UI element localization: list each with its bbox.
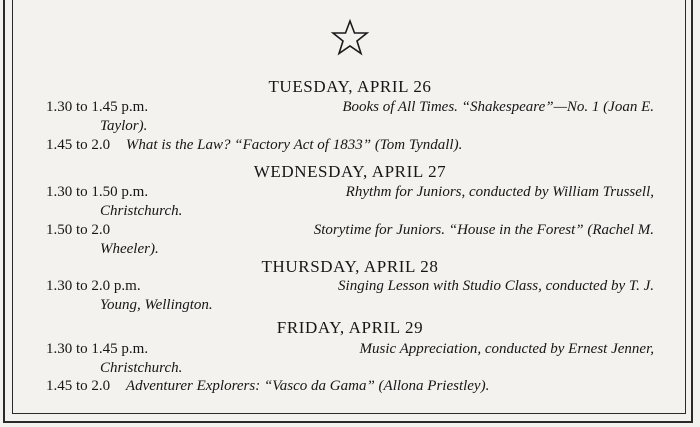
schedule-entry bbox=[46, 277, 666, 313]
entry-description-continued: Christchurch. bbox=[100, 203, 183, 219]
star-icon bbox=[330, 18, 370, 58]
schedule-entry bbox=[46, 183, 666, 219]
entry-description-continued: Wheeler). bbox=[100, 241, 159, 257]
entry-description: Singing Lesson with Studio Class, conducted by T. J. bbox=[338, 278, 654, 294]
entry-description: Storytime for Juniors. “House in the Forest” (Rachel M. bbox=[313, 222, 654, 238]
entry-description: What is the Law? “Factory Act of 1833” (Tom Tyndall). bbox=[125, 137, 463, 153]
schedule-entry bbox=[46, 221, 666, 257]
schedule-entry bbox=[46, 136, 666, 155]
entry-description-continued: Christchurch. bbox=[100, 360, 183, 376]
entry-time: 1.30 to 1.50 p.m. bbox=[46, 184, 149, 200]
entry-description: Adventurer Explorers: “Vasco da Gama” (Allona Priestley). bbox=[125, 378, 490, 394]
entry-time: 1.45 to 2.0 bbox=[46, 378, 111, 394]
day-heading-friday: FRIDAY, APRIL 29 bbox=[276, 318, 424, 337]
entry-description: Music Appreciation, conducted by Ernest Jenner, bbox=[359, 341, 654, 357]
schedule-entry bbox=[46, 377, 666, 396]
entry-time: 1.30 to 1.45 p.m. bbox=[46, 341, 149, 357]
day-heading-tuesday: TUESDAY, APRIL 26 bbox=[268, 77, 432, 96]
entry-time: 1.50 to 2.0 bbox=[46, 222, 111, 238]
entry-description: Rhythm for Juniors, conducted by William Trussell, bbox=[345, 184, 654, 200]
schedule-entry bbox=[46, 98, 666, 134]
entry-time: 1.45 to 2.0 bbox=[46, 137, 111, 153]
schedule-entry bbox=[46, 340, 666, 376]
entry-time: 1.30 to 2.0 p.m. bbox=[46, 278, 141, 294]
day-heading-thursday: THURSDAY, APRIL 28 bbox=[261, 257, 439, 276]
entry-description-continued: Taylor). bbox=[100, 118, 148, 134]
entry-description: Books of All Times. “Shakespeare”—No. 1 (Joan E. bbox=[342, 99, 654, 115]
day-heading-wednesday: WEDNESDAY, APRIL 27 bbox=[253, 162, 447, 181]
entry-time: 1.30 to 1.45 p.m. bbox=[46, 99, 149, 115]
entry-description-continued: Young, Wellington. bbox=[100, 297, 213, 313]
